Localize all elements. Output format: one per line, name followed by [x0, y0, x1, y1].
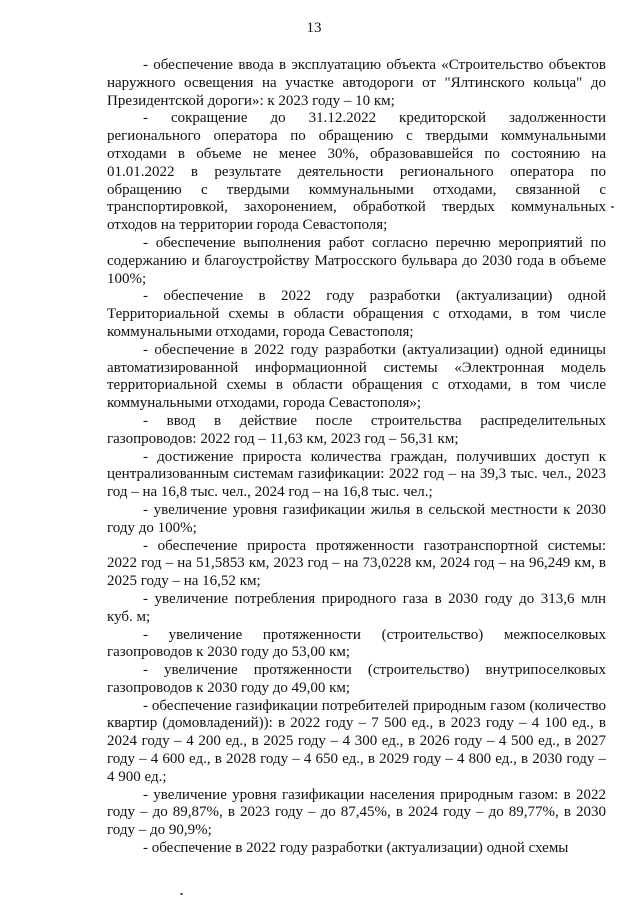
list-item-scan-pp-ddpa: - сокращение до 31.12.2022 кредиторской задолженности регионального оператора по обращению с твердыми коммунальными отходами в объеме не менее 30%, образовавшейся по состоянию на 01.01.2022 в результате деятельности регионального оператора по обращению с твердыми коммунальными отходами, связанной с транспортировкой, захоронением, обработкой твердых коммунальных отходов на территории города Севастополя;: [107, 110, 606, 234]
list-item-scan-pp-ddpa: - обеспечение газификации потребителей природным газом (количество квартир (домовладений)): в 2022 году – 7 500 ед., в 2023 году – 4 100 ед., в 2024 году – 4 200 ед., в 2025 году – 4 300 ед., в 2026 году – 4 500 ед., в 2027 году – 4 600 ед., в 2028 году – 4 650 ед., в 2029 году – 4 800 ед., в 2030 году – 4 900 ед.;: [107, 697, 606, 785]
list-item-scan-pp-ddpa: - увеличение протяженности (строительство) межпоселковых газопроводов к 2030 году до 53,00 км;: [107, 626, 606, 661]
body-text: [107, 57, 606, 858]
list-item-scan-pp-ddpa: - увеличение протяженности (строительство) внутрипоселковых газопроводов к 2030 году до 49,00 км;: [107, 662, 606, 696]
list-item-scan-pp-ddpa: - обеспечение прироста протяженности газотранспортной системы: 2022 год – на 51,5853 км, 2023 год – на 73,0228 км, 2024 год – на 96,249 км, в 2025 году – на 16,52 км;: [107, 537, 606, 590]
scan-speck: [611, 206, 614, 208]
scan-speck: [180, 893, 183, 895]
list-item-scan-pp-ddpa: - обеспечение ввода в эксплуатацию объекта «Строительство объектов наружного освещения на участке автодороги от "Ялтинского кольца" до Президентской дороги»: к 2023 году – 10 км;: [107, 57, 606, 109]
list-item-scan-pp-ddpa: - обеспечение выполнения работ согласно перечню мероприятий по содержанию и благоустройству Матросского бульвара до 2030 года в объеме 100%;: [107, 234, 606, 287]
list-item-scan-pp-ddpa: - увеличение уровня газификации жилья в сельской местности к 2030 году до 100%;: [107, 501, 606, 536]
list-item-scan-pp-ddpa: - достижение прироста количества граждан, получивших доступ к централизованным системам газификации: 2022 год – на 39,3 тыс. чел., 2023 год – на 16,8 тыс. чел., 2024 год – на 16,8 тыс. чел.;: [107, 448, 606, 501]
list-item-scan-pp-ddpa: - обеспечение в 2022 году разработки (актуализации) одной схемы: [143, 840, 569, 857]
list-item-scan-pp-ddpa: - увеличение уровня газификации населения природным газом: в 2022 году – до 89,87%, в 2023 году – до 87,45%, в 2024 году – до 89,77%, в 2030 году – до 90,9%;: [107, 786, 606, 839]
page-number: 13: [306, 20, 322, 36]
list-item-scan-pp-ddpa: - обеспечение в 2022 году разработки (актуализации) одной Территориальной схемы в области обращения с отходами, в том числе коммунальными отходами, города Севастополя;: [107, 288, 606, 340]
list-item-scan-pp-ddpa: - обеспечение в 2022 году разработки (актуализации) одной единицы автоматизированной информационной системы «Электронная модель территориальной схемы в области обращения с отходами, в том числе коммунальными отходами, города Севастополя»;: [107, 341, 606, 412]
list-item-scan-pp-ddpa: - ввод в действие после строительства распределительных газопроводов: 2022 год – 11,63 км, 2023 год – 56,31 км;: [107, 412, 606, 447]
list-item-scan-pp-ddpa: - увеличение потребления природного газа в 2030 году до 313,6 млн куб. м;: [107, 590, 606, 625]
